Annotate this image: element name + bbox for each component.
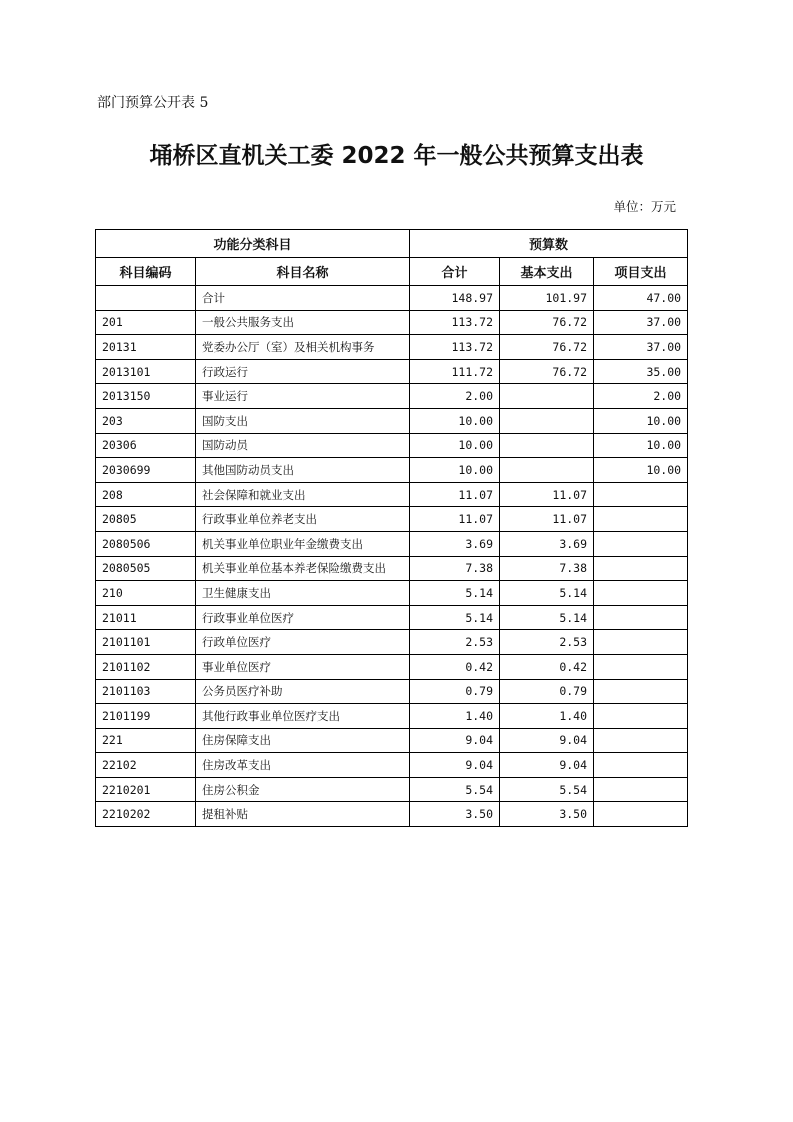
project-expenditure-cell: 10.00 [594, 408, 688, 433]
unit-label: 单位：万元 [613, 199, 676, 214]
table-row [96, 753, 688, 778]
subject-code-cell: 201 [96, 310, 196, 335]
subject-name-cell: 事业单位医疗 [196, 654, 410, 679]
project-expenditure-cell [594, 802, 688, 827]
subject-code-cell: 22102 [96, 753, 196, 778]
basic-expenditure-cell: 0.79 [500, 679, 594, 704]
basic-expenditure-cell: 5.54 [500, 777, 594, 802]
project-expenditure-cell: 37.00 [594, 310, 688, 335]
subject-name-cell: 行政事业单位养老支出 [196, 507, 410, 532]
project-expenditure-cell: 35.00 [594, 359, 688, 384]
subject-code-cell: 2013101 [96, 359, 196, 384]
subject-code-cell: 208 [96, 482, 196, 507]
subject-code-cell: 20805 [96, 507, 196, 532]
project-expenditure-cell [594, 728, 688, 753]
project-expenditure-cell [594, 605, 688, 630]
project-expenditure-cell [594, 630, 688, 655]
table-row [96, 359, 688, 384]
basic-expenditure-cell: 9.04 [500, 728, 594, 753]
table-row [96, 704, 688, 729]
project-expenditure-cell [594, 704, 688, 729]
project-expenditure-cell [594, 581, 688, 606]
basic-expenditure-cell: 3.69 [500, 531, 594, 556]
subject-name-cell: 一般公共服务支出 [196, 310, 410, 335]
subject-code-cell: 221 [96, 728, 196, 753]
subject-name-cell: 提租补贴 [196, 802, 410, 827]
subject-name-cell: 党委办公厅（室）及相关机构事务 [196, 335, 410, 360]
subject-name-cell: 机关事业单位基本养老保险缴费支出 [196, 556, 410, 581]
subject-name-cell: 社会保障和就业支出 [196, 482, 410, 507]
total-cell: 5.54 [410, 777, 500, 802]
subject-code-cell: 2210202 [96, 802, 196, 827]
basic-expenditure-cell: 101.97 [500, 286, 594, 311]
project-expenditure-cell [594, 531, 688, 556]
total-cell: 113.72 [410, 310, 500, 335]
table-row [96, 286, 688, 311]
subject-name-cell: 国防支出 [196, 408, 410, 433]
table-row [96, 408, 688, 433]
total-cell: 148.97 [410, 286, 500, 311]
subject-code-cell: 20131 [96, 335, 196, 360]
subject-code-cell: 21011 [96, 605, 196, 630]
basic-expenditure-cell: 76.72 [500, 310, 594, 335]
project-expenditure-cell [594, 753, 688, 778]
basic-expenditure-cell: 0.42 [500, 654, 594, 679]
project-expenditure-cell [594, 482, 688, 507]
basic-expenditure-cell: 11.07 [500, 507, 594, 532]
basic-expenditure-cell: 9.04 [500, 753, 594, 778]
budget-table [95, 229, 688, 827]
table-row [96, 507, 688, 532]
project-expenditure-cell [594, 654, 688, 679]
total-cell: 5.14 [410, 581, 500, 606]
project-expenditure-cell [594, 556, 688, 581]
subject-name-cell: 公务员医疗补助 [196, 679, 410, 704]
subject-name-cell: 其他行政事业单位医疗支出 [196, 704, 410, 729]
subject-code-cell: 2080505 [96, 556, 196, 581]
table-row [96, 482, 688, 507]
budget-amount-header: 预算数 [410, 230, 688, 258]
total-cell: 10.00 [410, 433, 500, 458]
subject-code-cell: 203 [96, 408, 196, 433]
basic-expenditure-cell: 76.72 [500, 359, 594, 384]
basic-expenditure-header: 基本支出 [500, 258, 594, 286]
subject-name-header: 科目名称 [196, 258, 410, 286]
basic-expenditure-cell [500, 384, 594, 409]
subject-code-cell: 2101103 [96, 679, 196, 704]
basic-expenditure-cell: 1.40 [500, 704, 594, 729]
project-expenditure-cell: 10.00 [594, 458, 688, 483]
subject-name-cell: 行政单位医疗 [196, 630, 410, 655]
subject-code-cell: 2013150 [96, 384, 196, 409]
total-cell: 3.69 [410, 531, 500, 556]
table-row [96, 802, 688, 827]
subject-name-cell: 其他国防动员支出 [196, 458, 410, 483]
subject-name-cell: 卫生健康支出 [196, 581, 410, 606]
subject-code-cell: 2101199 [96, 704, 196, 729]
subject-name-cell: 住房公积金 [196, 777, 410, 802]
total-header: 合计 [410, 258, 500, 286]
table-row [96, 384, 688, 409]
form-label: 部门预算公开表 5 [97, 95, 209, 111]
table-row [96, 556, 688, 581]
subject-code-cell: 210 [96, 581, 196, 606]
subject-name-cell: 事业运行 [196, 384, 410, 409]
subject-name-cell: 合计 [196, 286, 410, 311]
basic-expenditure-cell: 7.38 [500, 556, 594, 581]
basic-expenditure-cell: 11.07 [500, 482, 594, 507]
basic-expenditure-cell: 3.50 [500, 802, 594, 827]
table-column-header-row [96, 258, 688, 286]
subject-code-header: 科目编码 [96, 258, 196, 286]
subject-code-cell: 2030699 [96, 458, 196, 483]
project-expenditure-header: 项目支出 [594, 258, 688, 286]
total-cell: 9.04 [410, 753, 500, 778]
basic-expenditure-cell [500, 458, 594, 483]
subject-name-cell: 行政运行 [196, 359, 410, 384]
total-cell: 111.72 [410, 359, 500, 384]
basic-expenditure-cell: 76.72 [500, 335, 594, 360]
project-expenditure-cell: 10.00 [594, 433, 688, 458]
total-cell: 9.04 [410, 728, 500, 753]
basic-expenditure-cell [500, 433, 594, 458]
project-expenditure-cell [594, 777, 688, 802]
table-row [96, 433, 688, 458]
project-expenditure-cell: 47.00 [594, 286, 688, 311]
total-cell: 10.00 [410, 408, 500, 433]
subject-code-cell: 2101101 [96, 630, 196, 655]
table-row [96, 630, 688, 655]
subject-name-cell: 机关事业单位职业年金缴费支出 [196, 531, 410, 556]
table-row [96, 335, 688, 360]
table-row [96, 581, 688, 606]
total-cell: 11.07 [410, 482, 500, 507]
total-cell: 2.00 [410, 384, 500, 409]
total-cell: 10.00 [410, 458, 500, 483]
table-group-header-row [96, 230, 688, 258]
subject-code-cell: 2210201 [96, 777, 196, 802]
subject-name-cell: 住房保障支出 [196, 728, 410, 753]
document-title: 埇桥区直机关工委 2022 年一般公共预算支出表 [149, 143, 644, 169]
project-expenditure-cell [594, 507, 688, 532]
total-cell: 0.79 [410, 679, 500, 704]
basic-expenditure-cell: 5.14 [500, 581, 594, 606]
basic-expenditure-cell: 5.14 [500, 605, 594, 630]
table-row [96, 654, 688, 679]
total-cell: 3.50 [410, 802, 500, 827]
table-row [96, 728, 688, 753]
function-classification-header: 功能分类科目 [96, 230, 410, 258]
table-row [96, 777, 688, 802]
total-cell: 11.07 [410, 507, 500, 532]
table-row [96, 531, 688, 556]
table-row [96, 458, 688, 483]
subject-code-cell [96, 286, 196, 311]
table-row [96, 310, 688, 335]
total-cell: 2.53 [410, 630, 500, 655]
subject-code-cell: 2101102 [96, 654, 196, 679]
total-cell: 113.72 [410, 335, 500, 360]
subject-code-cell: 20306 [96, 433, 196, 458]
subject-name-cell: 行政事业单位医疗 [196, 605, 410, 630]
project-expenditure-cell: 37.00 [594, 335, 688, 360]
table-row [96, 679, 688, 704]
subject-name-cell: 住房改革支出 [196, 753, 410, 778]
subject-code-cell: 2080506 [96, 531, 196, 556]
total-cell: 5.14 [410, 605, 500, 630]
basic-expenditure-cell [500, 408, 594, 433]
subject-name-cell: 国防动员 [196, 433, 410, 458]
project-expenditure-cell: 2.00 [594, 384, 688, 409]
total-cell: 7.38 [410, 556, 500, 581]
basic-expenditure-cell: 2.53 [500, 630, 594, 655]
project-expenditure-cell [594, 679, 688, 704]
total-cell: 0.42 [410, 654, 500, 679]
table-row [96, 605, 688, 630]
total-cell: 1.40 [410, 704, 500, 729]
